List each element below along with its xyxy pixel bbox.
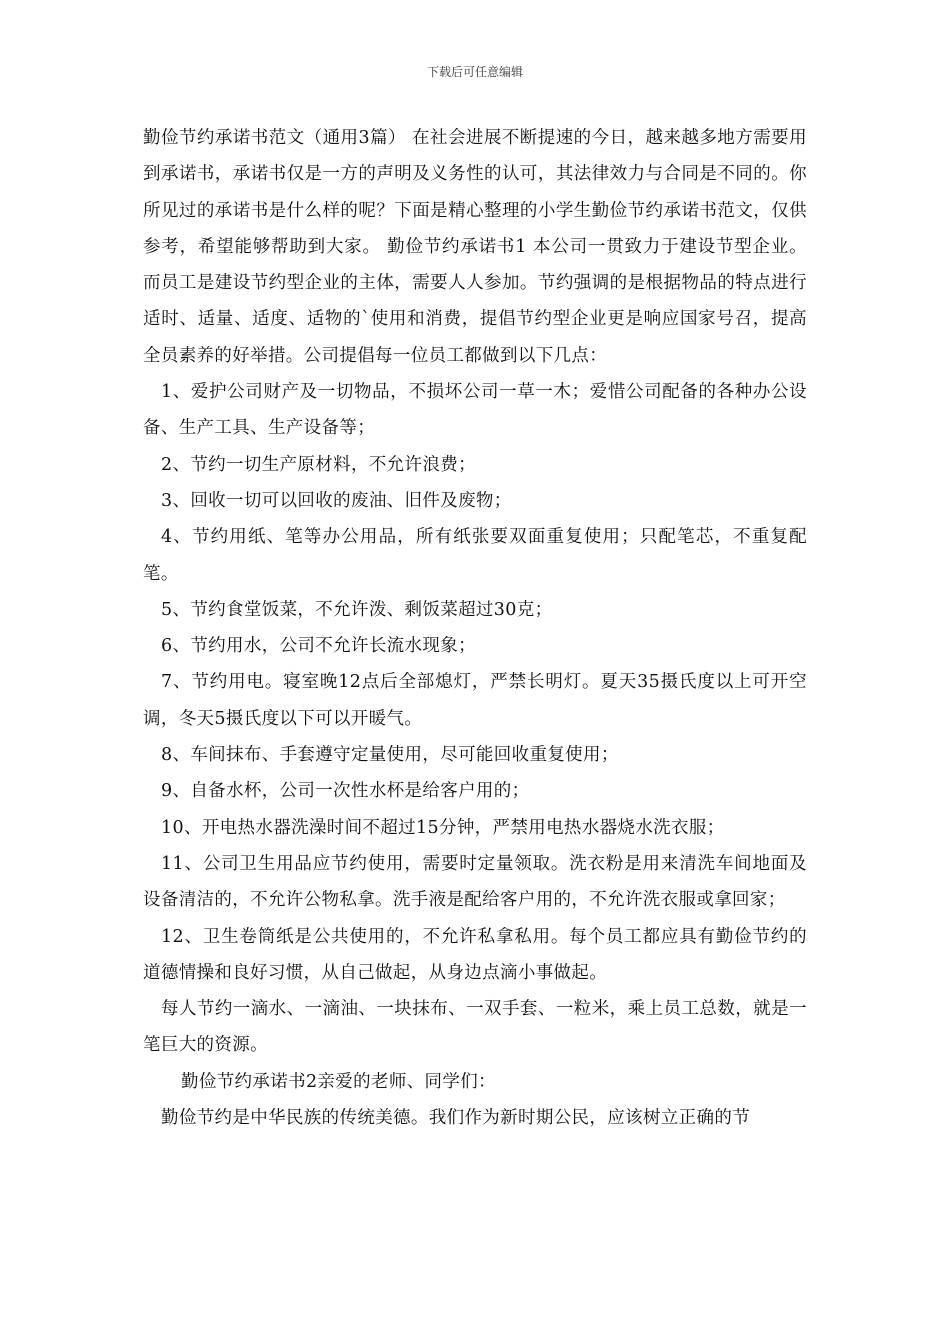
list-item-10: 10、开电热水器洗澡时间不超过15分钟，严禁用电热水器烧水洗衣服；: [161, 817, 725, 838]
closing-paragraph: 每人节约一滴水、一滴油、一块抹布、一双手套、一粒米，乘上员工总数，就是一笔巨大的资源。: [143, 999, 807, 1056]
list-item-8: 8、车间抹布、手套遵守定量使用，尽可能回收重复使用；: [161, 745, 619, 766]
document-body: [143, 120, 807, 1136]
list-item-12: 12、卫生卷筒纸是公共使用的，不允许私拿私用。每个员工都应具有勤俭节约的道德情操和良好习惯，从自己做起，从身边点滴小事做起。: [143, 926, 807, 983]
list-item-5: 5、节约食堂饭菜，不允许泼、剩饭菜超过30克；: [161, 599, 553, 620]
list-item-6: 6、节约用水，公司不允许长流水现象；: [161, 636, 476, 657]
list-item-9: 9、自备水杯，公司一次性水杯是给客户用的；: [161, 781, 530, 802]
list-item-4: 4、节约用纸、笔等办公用品，所有纸张要双面重复使用；只配笔芯，不重复配笔。: [143, 527, 807, 584]
section-2-heading: 勤俭节约承诺书2亲爱的老师、同学们：: [181, 1071, 496, 1092]
list-item-1: 1、爱护公司财产及一切物品，不损坏公司一草一木；爱惜公司配备的各种办公设备、生产工具、生产设备等；: [143, 382, 807, 439]
list-item-7: 7、节约用电。寝室晚12点后全部熄灯，严禁长明灯。夏天35摄氏度以上可开空调，冬天5摄氏度以下可以开暖气。: [143, 672, 807, 729]
list-item-3: 3、回收一切可以回收的废油、旧件及废物；: [161, 490, 512, 511]
intro-paragraph: 勤俭节约承诺书范文（通用3篇） 在社会进展不断提速的今日，越来越多地方需要用到承诺书，承诺书仅是一方的声明及义务性的认可，其法律效力与合同是不同的。你所见过的承诺书是什么样的呢？下面是精心整理的小学生勤俭节约承诺书范文，仅供参考，希望能够帮助到大家。 勤俭节约承诺书1 本公司一贯致力于建设节型企业。而员工是建设节约型企业的主体，需要人人参加。节约强调的是根据物品的特点进行适时、适量、适度、适物的`使用和消费，提倡节约型企业更是响应国家号召，提高全员素养的好举措。公司提倡每一位员工都做到以下几点：: [143, 128, 807, 366]
list-item-2: 2、节约一切生产原材料，不允许浪费；: [161, 454, 476, 475]
section-2-paragraph: 勤俭节约是中华民族的传统美德。我们作为新时期公民，应该树立正确的节: [161, 1108, 751, 1129]
list-item-11: 11、公司卫生用品应节约使用，需要时定量领取。洗衣粉是用来清洗车间地面及设备清洁的，不允许公物私拿。洗手液是配给客户用的，不允许洗衣服或拿回家；: [143, 853, 807, 911]
page-header: 下载后可任意编辑: [426, 65, 523, 79]
